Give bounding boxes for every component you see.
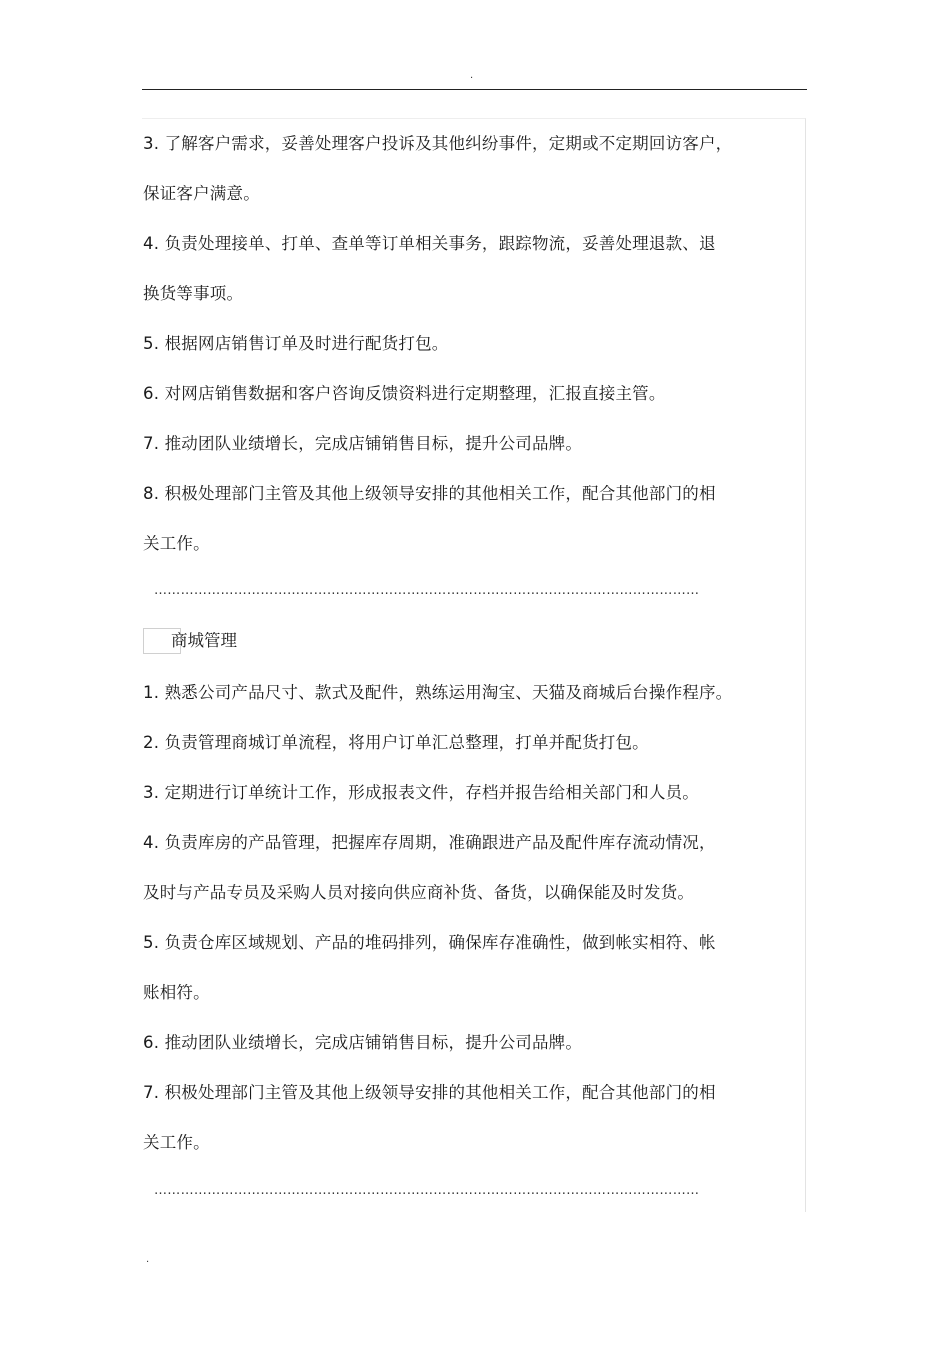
header-mark: . [470, 70, 474, 81]
text-line: 账相符。 [143, 983, 210, 1002]
text-line: 保证客户满意。 [143, 184, 260, 203]
dotted-divider: …………………………………………………………………………………………………………… [154, 584, 700, 598]
text-line: 7. 推动团队业绩增长，完成店铺销售目标，提升公司品牌。 [143, 434, 583, 453]
text-line: 5. 根据网店销售订单及时进行配货打包。 [143, 334, 449, 353]
text-line: 2. 负责管理商城订单流程，将用户订单汇总整理，打单并配货打包。 [143, 733, 649, 752]
text-line: 6. 对网店销售数据和客户咨询反馈资料进行定期整理，汇报直接主管。 [143, 384, 666, 403]
text-line: 关工作。 [143, 1133, 210, 1152]
text-line: 6. 推动团队业绩增长，完成店铺销售目标，提升公司品牌。 [143, 1033, 583, 1052]
text-line: 1. 熟悉公司产品尺寸、款式及配件，熟练运用淘宝、天猫及商城后台操作程序。 [143, 683, 733, 702]
text-line: 4. 负责处理接单、打单、查单等订单相关事务，跟踪物流，妥善处理退款、退 [143, 234, 716, 253]
footer-mark: . [146, 1254, 150, 1265]
text-line: 7. 积极处理部门主管及其他上级领导安排的其他相关工作，配合其他部门的相 [143, 1083, 716, 1102]
text-line: 8. 积极处理部门主管及其他上级领导安排的其他相关工作，配合其他部门的相 [143, 484, 716, 503]
text-line: 3. 定期进行订单统计工作，形成报表文件，存档并报告给相关部门和人员。 [143, 783, 699, 802]
section-heading [143, 626, 237, 656]
text-line: 关工作。 [143, 534, 210, 553]
text-line: 4. 负责库房的产品管理，把握库存周期，准确跟进产品及配件库存流动情况， [143, 833, 716, 852]
heading-text: 商城管理 [171, 631, 237, 650]
text-line: 换货等事项。 [143, 284, 244, 303]
dotted-divider: …………………………………………………………………………………………………………… [154, 1184, 700, 1198]
text-line: 5. 负责仓库区域规划、产品的堆码排列，确保库存准确性，做到帐实相符、帐 [143, 933, 716, 952]
header-rule [142, 89, 807, 90]
text-line: 及时与产品专员及采购人员对接向供应商补货、备货，以确保能及时发货。 [143, 883, 695, 902]
text-line: 3. 了解客户需求，妥善处理客户投诉及其他纠纷事件，定期或不定期回访客户， [143, 134, 733, 153]
